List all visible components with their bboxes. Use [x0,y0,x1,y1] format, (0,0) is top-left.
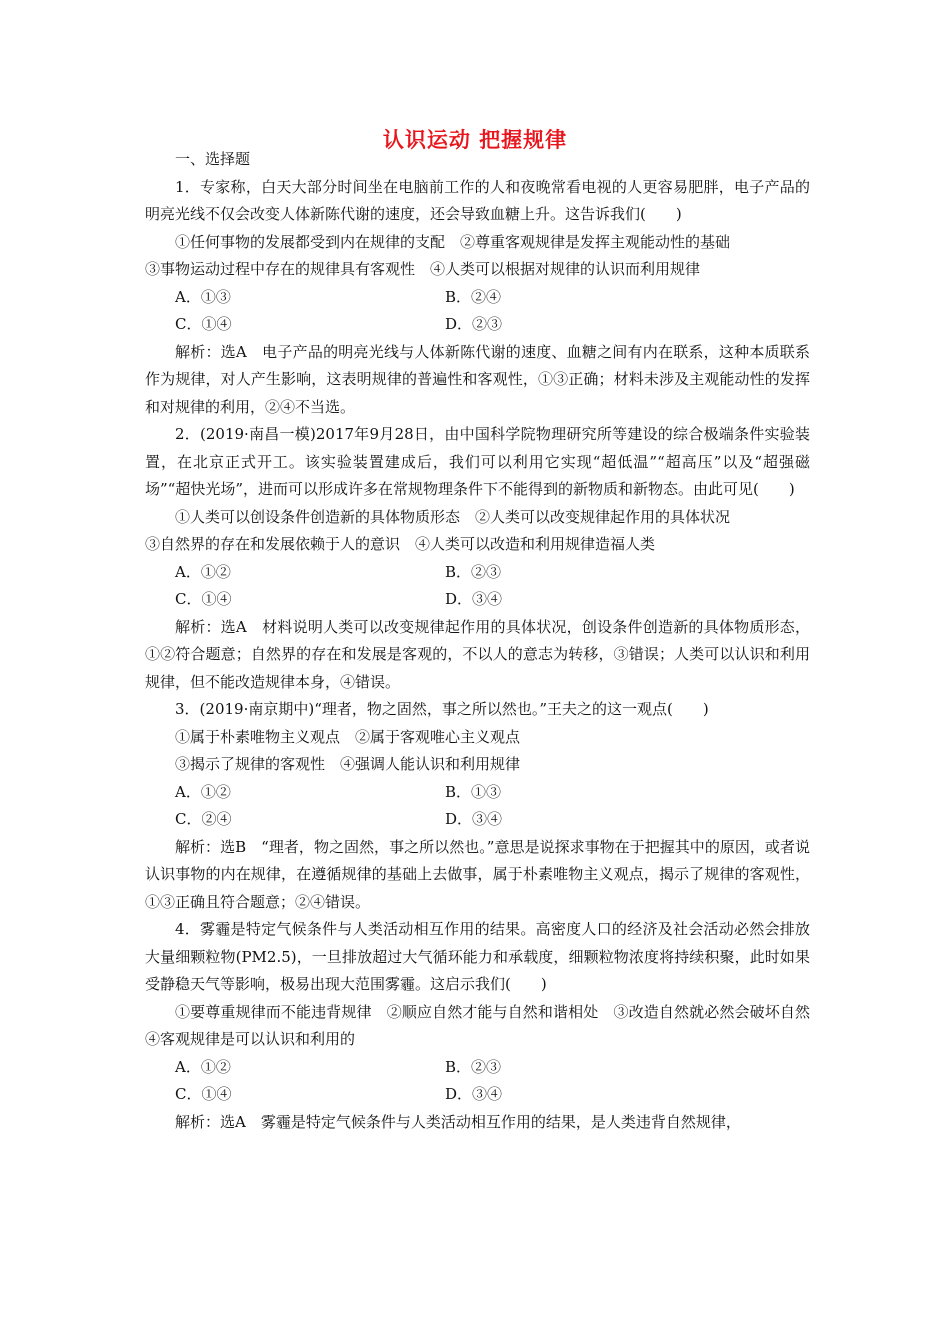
question-2 [145,421,810,696]
option-d[interactable]: D．③④ [445,590,503,608]
options-row [145,311,810,339]
option-d[interactable]: D．②③ [445,315,503,333]
option-a[interactable]: A．①③ [175,287,231,306]
question-statements: ③揭示了规律的客观性 ④强调人能认识和利用规律 [175,755,521,773]
question-1 [145,174,810,422]
options-row [145,1081,810,1109]
option-b[interactable]: B．②④ [445,287,502,306]
options-row [145,779,810,807]
option-a[interactable]: A．①② [175,562,231,581]
question-statements: ①人类可以创设条件创造新的具体物质形态 ②人类可以改变规律起作用的具体状况 [175,507,731,526]
answer-analysis: 解析：选A 材料说明人类可以改变规律起作用的具体状况，创设条件创造新的具体物质形态，①②符合题意；自然界的存在和发展是客观的，不以人的意志为转移，③错误；人类可以认识和利用规律，但不能改造规律本身，④错误。 [145,617,810,691]
options-row [145,284,810,312]
question-statements: ①要尊重规律而不能违背规律 ②顺应自然才能与自然和谐相处 ③改造自然就必然会破坏自然 ④客观规律是可以认识和利用的 [145,1002,826,1048]
document-body [145,146,826,1136]
option-a[interactable]: A．①② [175,1057,231,1076]
options-row [145,586,810,614]
option-c[interactable]: C．①④ [175,1085,232,1103]
document-title: 认识运动 把握规律 [382,128,568,152]
option-b[interactable]: B．②③ [445,1057,502,1076]
question-statements: ①属于朴素唯物主义观点 ②属于客观唯心主义观点 [175,727,521,746]
question-4 [145,916,826,1136]
question-stem: 4．雾霾是特定气候条件与人类活动相互作用的结果。高密度人口的经济及社会活动必然会排放大量细颗粒物(PM2.5)，一旦排放超过大气循环能力和承载度，细颗粒物浓度将持续积聚，此时如果受静稳天气等影响，极易出现大范围雾霾。这启示我们( ) [145,920,810,993]
question-stem: 3．(2019·南京期中)“理者，物之固然，事之所以然也。”王夫之的这一观点( ) [175,700,709,718]
question-statements: ①任何事物的发展都受到内在规律的支配 ②尊重客观规律是发挥主观能动性的基础 [175,232,731,251]
option-a[interactable]: A．①② [175,782,231,801]
question-statements: ③自然界的存在和发展依赖于人的意识 ④人类可以改造和利用规律造福人类 [145,535,656,553]
option-b[interactable]: B．①③ [445,782,502,801]
option-c[interactable]: C．①④ [175,590,232,608]
options-row [145,1054,810,1082]
option-b[interactable]: B．②③ [445,562,502,581]
answer-analysis: 解析：选A 雾霾是特定气候条件与人类活动相互作用的结果，是人类违背自然规律， [175,1112,741,1131]
option-c[interactable]: C．②④ [175,810,232,828]
section-heading: 一、选择题 [175,150,251,168]
answer-analysis: 解析：选A 电子产品的明亮光线与人体新陈代谢的速度、血糖之间有内在联系，这种本质联系作为规律，对人产生影响，这表明规律的普遍性和客观性，①③正确；材料未涉及主观能动性的发挥和对规律的利用，②④不当选。 [145,342,810,416]
answer-analysis: 解析：选B “理者，物之固然，事之所以然也。”意思是说探求事物在于把握其中的原因，或者说认识事物的内在规律，在遵循规律的基础上去做事，属于朴素唯物主义观点，揭示了规律的客观性，①③正确且符合题意；②④错误。 [145,837,810,911]
question-stem: 2．(2019·南昌一模)2017年9月28日，由中国科学院物理研究所等建设的综合极端条件实验装置，在北京正式开工。该实验装置建成后，我们可以利用它实现“超低温”“超高压”以及“超强磁场”“超快光场”，进而可以形成许多在常规物理条件下不能得到的新物质和新物态。由此可见( ) [145,425,810,498]
options-row [145,806,810,834]
option-d[interactable]: D．③④ [445,1085,503,1103]
option-c[interactable]: C．①④ [175,315,232,333]
question-statements: ③事物运动过程中存在的规律具有客观性 ④人类可以根据对规律的认识而利用规律 [145,260,701,278]
options-row [145,559,810,587]
question-3 [145,696,810,916]
option-d[interactable]: D．③④ [445,810,503,828]
question-stem: 1．专家称，白天大部分时间坐在电脑前工作的人和夜晚常看电视的人更容易肥胖，电子产品的明亮光线不仅会改变人体新陈代谢的速度，还会导致血糖上升。这告诉我们( ) [145,177,810,223]
